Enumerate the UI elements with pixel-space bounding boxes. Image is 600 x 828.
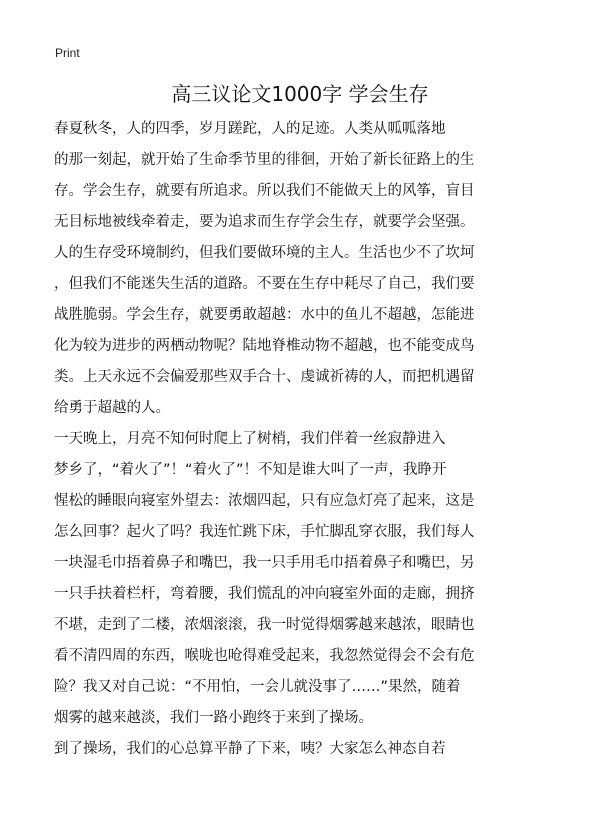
text-line: 一块湿毛巾捂着鼻子和嘴巴，我一只手用毛巾捂着鼻子和嘴巴，另	[54, 555, 475, 571]
text-line: 看不清四周的东西，喉咙也呛得难受起来，我忽然觉得会不会有危	[54, 648, 475, 664]
document-body	[54, 114, 554, 765]
text-line: 人的生存受环境制约，但我们要做环境的主人。生活也少不了坎坷	[54, 245, 475, 261]
text-line: 春夏秋冬，人的四季，岁月蹉跎，人的足迹。人类从呱呱落地	[54, 121, 446, 137]
text-line: 战胜脆弱。学会生存，就要勇敢超越：水中的鱼儿不超越，怎能进	[54, 307, 475, 323]
text-line: 不堪，走到了二楼，浓烟滚滚，我一时觉得烟雾越来越浓，眼睛也	[54, 617, 475, 633]
document-title: 高三议论文1000字 学会生存	[171, 82, 429, 106]
text-line: ，但我们不能迷失生活的道路。不要在生存中耗尽了自己，我们要	[54, 276, 475, 292]
text-line: 惺松的睡眼向寝室外望去：浓烟四起，只有应急灯亮了起来，这是	[54, 493, 475, 509]
text-line: 怎么回事？起火了吗？我连忙跳下床，手忙脚乱穿衣服，我们每人	[54, 524, 475, 540]
text-line: 到了操场，我们的心总算平静了下来，咦？大家怎么神态自若	[54, 741, 446, 757]
text-line: 一天晚上，月亮不知何时爬上了树梢，我们伴着一丝寂静进入	[54, 431, 446, 447]
text-line: 无目标地被线牵着走，要为追求而生存学会生存，就要学会坚强。	[54, 214, 475, 230]
text-line: 化为较为进步的两栖动物呢？陆地脊椎动物不超越，也不能变成鸟	[54, 338, 475, 354]
text-line: 一只手扶着栏杆，弯着腰，我们慌乱的冲向寝室外面的走廊，拥挤	[54, 586, 475, 602]
text-line: 梦乡了，“着火了”！“着火了”！不知是谁大叫了一声，我睁开	[54, 462, 447, 478]
text-line: 险？我又对自己说：“不用怕，一会儿就没事了……”果然，随着	[54, 679, 461, 695]
text-line: 的那一刻起，就开始了生命季节里的徘徊，开始了新长征路上的生	[54, 152, 475, 168]
text-line: 烟雾的越来越淡，我们一路小跑终于来到了操场。	[54, 710, 373, 726]
text-line: 存。学会生存，就要有所追求。所以我们不能做天上的风筝，盲目	[54, 183, 475, 199]
print-label: Print	[55, 46, 80, 60]
text-line: 类。上天永远不会偏爱那些双手合十、虔诚祈祷的人，而把机遇留	[54, 369, 475, 385]
text-line: 给勇于超越的人。	[54, 400, 170, 416]
